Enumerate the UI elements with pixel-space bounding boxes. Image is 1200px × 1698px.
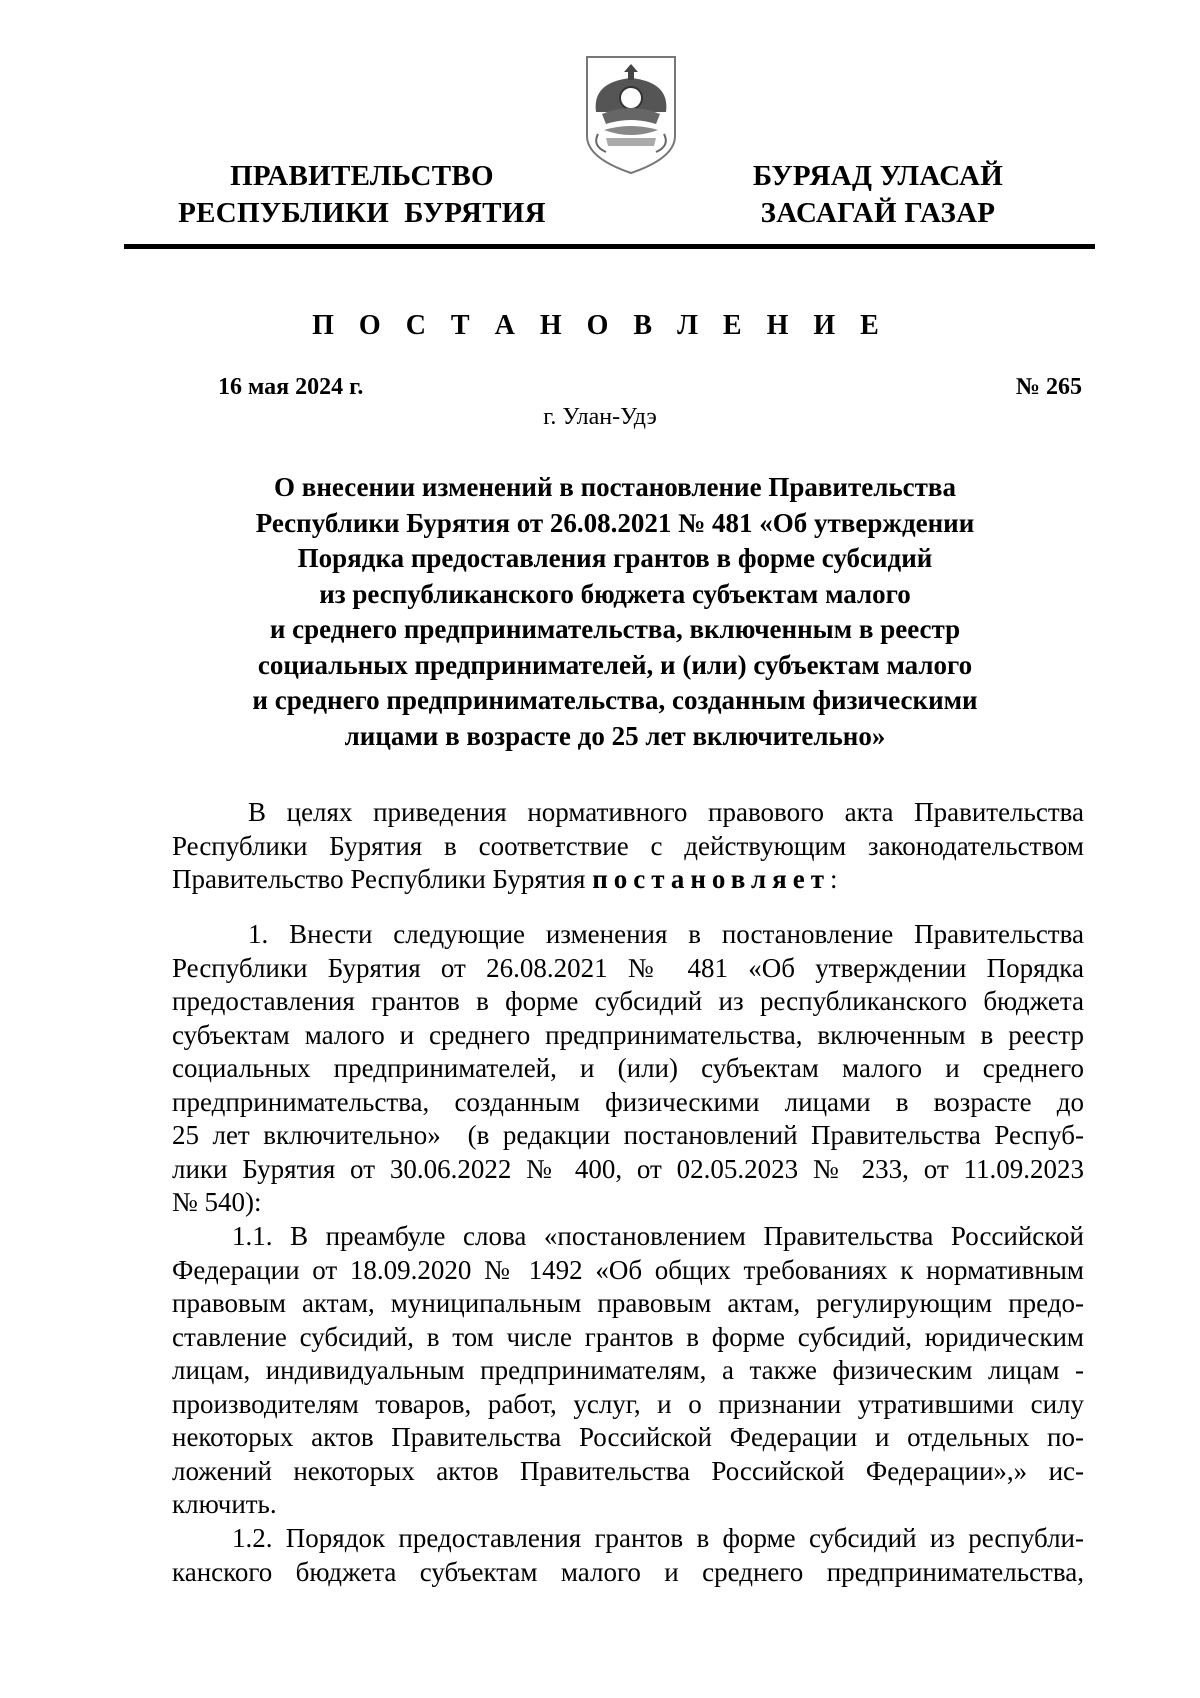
title-line: О внесении изменений в постановление Правительства [274, 472, 956, 502]
text-line: Федерации от 18.09.2020 № 1492 «Об общих требованиях к нормативным [172, 1254, 1084, 1285]
text-line: № 540): [172, 1187, 262, 1217]
title-line: Республики Бурятия от 26.08.2021 № 481 «Об утверждении [255, 507, 975, 538]
text-line: некоторых актов Правительства Российской Федерации и отдельных по- [172, 1422, 1084, 1452]
preamble-paragraph [172, 796, 1084, 897]
preamble-suffix: : [829, 864, 838, 894]
paragraph-1-2 [172, 1522, 1084, 1589]
org-name-buryat-line2: ЗАСАГАЙ ГАЗАР [760, 197, 996, 229]
text-line: Республики Бурятия в соответствие с действующим законодательством [172, 830, 1084, 861]
text-line: лицам, индивидуальным предпринимателям, а также физическим лицам - [172, 1355, 1084, 1385]
title-line: Порядка предоставления грантов в форме субсидий [297, 543, 933, 573]
document-title [220, 470, 1010, 754]
document-number: № 265 [1015, 374, 1082, 400]
text-line: Республики Бурятия от 26.08.2021 № 481 «Об утверждении Порядка [172, 952, 1084, 983]
text-line: социальных предпринимателей, и (или) субъектам малого и среднего [172, 1053, 1084, 1083]
title-line: и среднего предпринимательства, созданным физическими [252, 685, 978, 715]
text-line: субъектам малого и среднего предпринимательства, включенным в реестр [172, 1019, 1084, 1050]
title-line: лицами в возрасте до 25 лет включительно» [344, 720, 886, 751]
text-line: канского бюджета субъектам малого и среднего предпринимательства, [172, 1556, 1084, 1587]
text-line: ложений некоторых актов Правительства Российской Федерации»,» ис- [172, 1455, 1084, 1486]
text-line: ключить. [172, 1489, 277, 1519]
header-divider [124, 244, 1095, 249]
org-name-russian [172, 158, 552, 232]
org-name-russian-line2: РЕСПУБЛИКИ БУРЯТИЯ [178, 197, 546, 229]
text-line: 1. Внести следующие изменения в постановление Правительства [248, 919, 1084, 949]
document-date: 16 мая 2024 г. [218, 374, 364, 400]
paragraph-1 [172, 918, 1084, 1220]
document-type: П О С Т А Н О В Л Е Н И Е [312, 310, 888, 341]
document-city: г. Улан-Удэ [543, 404, 657, 430]
paragraph-1-1 [172, 1220, 1084, 1522]
text-line: 1.2. Порядок предоставления грантов в форме субсидий из республи- [232, 1523, 1084, 1553]
text-line: 1.1. В преамбуле слова «постановлением Правительства Российской [232, 1221, 1084, 1251]
org-name-buryat [728, 158, 1028, 232]
text-line: 25 лет включительно» (в редакции постановлений Правительства Респуб- [172, 1120, 1084, 1150]
preamble-prefix: Правительство Республики Бурятия [172, 864, 593, 894]
text-line: предпринимательства, созданным физическими лицами в возрасте до [172, 1086, 1084, 1117]
text-line: предоставления грантов в форме субсидий из республиканского бюджета [172, 986, 1084, 1016]
text-line: производителям товаров, работ, услуг, и о признании утратившими силу [172, 1388, 1084, 1419]
org-name-russian-line1: ПРАВИТЕЛЬСТВО [230, 160, 494, 192]
title-line: и среднего предпринимательства, включенным в реестр [269, 614, 961, 644]
text-line: В целях приведения нормативного правового акта Правительства [248, 797, 1084, 827]
coat-of-arms-icon [584, 54, 678, 176]
title-line: из республиканского бюджета субъектам малого [319, 578, 911, 609]
title-line: социальных предпринимателей, и (или) субъектам малого [257, 649, 973, 680]
text-line: ставление субсидий, в том числе грантов в форме субсидий, юридическим [172, 1321, 1084, 1352]
text-line: лики Бурятия от 30.06.2022 № 400, от 02.05.2023 № 233, от 11.09.2023 [172, 1153, 1084, 1184]
text-line-resolves [172, 863, 1084, 897]
org-name-buryat-line1: БУРЯАД УЛАСАЙ [752, 160, 1004, 192]
text-line: правовым актам, муниципальным правовым актам, регулирующим предо- [172, 1288, 1084, 1318]
resolves-word: постановляет [592, 864, 830, 894]
